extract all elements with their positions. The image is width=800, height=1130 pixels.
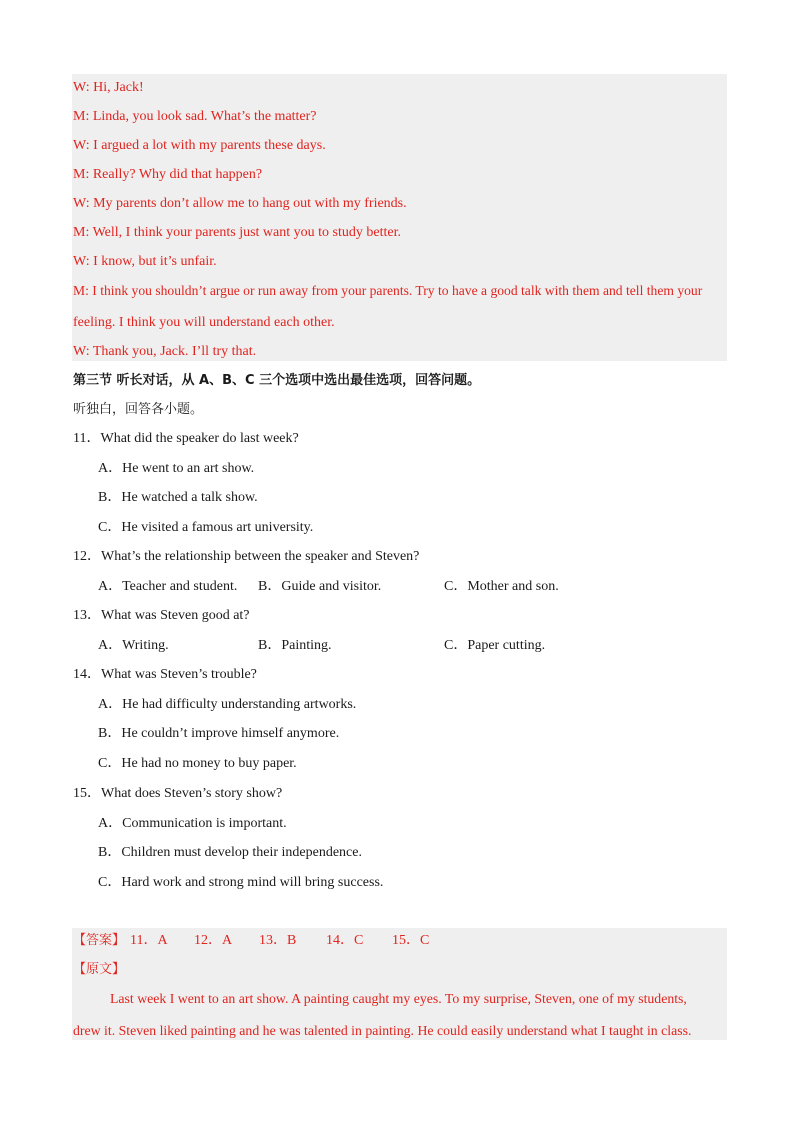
question-stem: 12．What’s the relationship between the speaker and Steven? — [73, 549, 420, 564]
dialogue-line: W: I argued a lot with my parents these days. — [73, 138, 326, 153]
answer-item: 11．A — [130, 933, 168, 948]
answer-item: 12．A — [194, 933, 233, 948]
option: A．He went to an art show. — [98, 461, 255, 476]
answer-item: 14．C — [326, 933, 364, 948]
option: B．Painting. — [258, 638, 332, 653]
original-text: drew it. Steven liked painting and he was talented in painting. He could easily understand what I taught in class. — [73, 1023, 692, 1038]
option: C．Mother and son. — [444, 579, 559, 594]
answer-item: 13．B — [259, 933, 297, 948]
option: C．He visited a famous art university. — [98, 520, 314, 535]
dialogue-line: M: Well, I think your parents just want you to study better. — [73, 225, 401, 240]
option: C．Hard work and strong mind will bring success. — [98, 875, 384, 890]
section-instruction: 听独白，回答各小题。 — [73, 402, 204, 417]
question-stem: 13．What was Steven good at? — [73, 608, 250, 623]
dialogue-line: W: Hi, Jack! — [73, 80, 144, 95]
option: A．Communication is important. — [98, 816, 287, 831]
question-stem: 11．What did the speaker do last week? — [73, 431, 299, 446]
option: B．He watched a talk show. — [98, 490, 258, 505]
option: C．Paper cutting. — [444, 638, 546, 653]
option: A．Writing. — [98, 638, 169, 653]
section-heading: 第三节 听长对话，从 A、B、C 三个选项中选出最佳选项，回答问题。 — [73, 373, 481, 388]
question-stem: 15．What does Steven’s story show? — [73, 786, 283, 801]
dialogue-line: feeling. I think you will understand each other. — [73, 315, 335, 330]
option: A．Teacher and student. — [98, 579, 238, 594]
dialogue-line: W: My parents don’t allow me to hang out with my friends. — [73, 196, 407, 211]
dialogue-line: W: Thank you, Jack. I’ll try that. — [73, 344, 257, 359]
dialogue-line: M: I think you shouldn’t argue or run away from your parents. Try to have a good talk with them and tell them your — [73, 283, 703, 298]
dialogue-line: M: Linda, you look sad. What’s the matter? — [73, 109, 317, 124]
option: B．Guide and visitor. — [258, 579, 382, 594]
option: B．Children must develop their independence. — [98, 845, 362, 860]
option: A．He had difficulty understanding artworks. — [98, 697, 357, 712]
question-stem: 14．What was Steven’s trouble? — [73, 667, 257, 682]
option: C．He had no money to buy paper. — [98, 756, 297, 771]
answer-label: 【答案】 — [73, 933, 126, 948]
original-text: Last week I went to an art show. A painting caught my eyes. To my surprise, Steven, one of my students, — [110, 991, 687, 1006]
option: B．He couldn’t improve himself anymore. — [98, 726, 340, 741]
dialogue-line: M: Really? Why did that happen? — [73, 167, 263, 182]
dialogue-line: W: I know, but it’s unfair. — [73, 254, 217, 269]
answer-item: 15．C — [392, 933, 430, 948]
original-label: 【原文】 — [73, 962, 126, 977]
